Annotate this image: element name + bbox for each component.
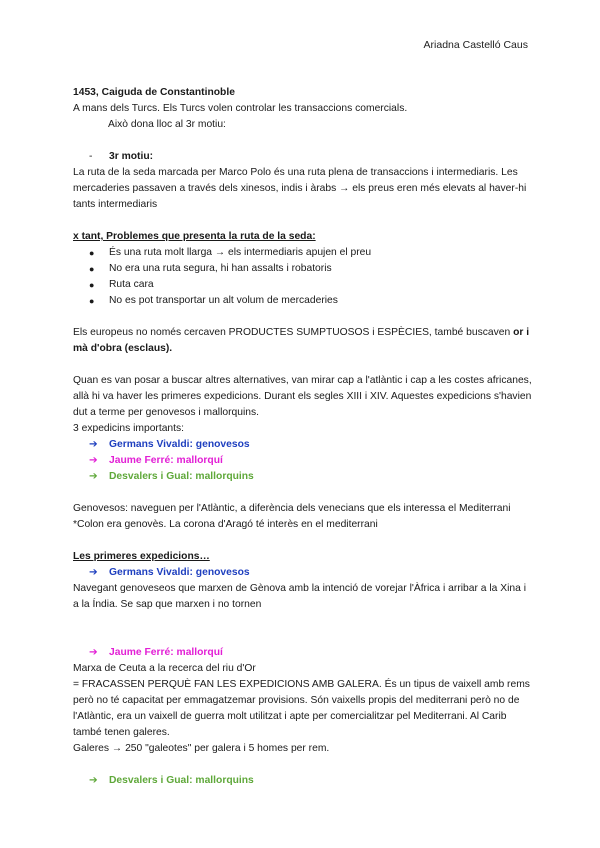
author-name: Ariadna Castelló Caus — [423, 39, 528, 51]
paragraph-ferre-galera: = FRACASSEN PERQUÈ FAN LES EXPEDICIONS AMB GALERA. És un tipus de vaixell amb rems però no té capacitat per emmagatzemar provisions. Són vaixells propis del mediterrani però no de l'Atlàntic, era un vaixell de guerra molt utilitzat i apte per comercialitzar pel Mediterrani. Al Carib també tenen galeres. — [73, 679, 530, 738]
document-body — [73, 85, 533, 789]
paragraph-silk-road: La ruta de la seda marcada per Marco Polo és una ruta plena de transaccions i intermediaris. Les mercaderies passaven a través dels xinesos, indis i àrabs → els preus eren més elevats al haver-hi tants intermediaris — [73, 167, 527, 210]
bullet-icon: ● — [89, 280, 95, 290]
heading-silk-road-problems: x tant, Problemes que presenta la ruta de la seda: — [73, 231, 316, 242]
paragraph-colon: *Colon era genovès. La corona d'Aragó té interès en el mediterrani — [73, 519, 378, 530]
heading-first-expeditions: Les primeres expedicions… — [73, 551, 210, 562]
arrow-right-icon: ➔ — [89, 455, 98, 466]
arrow-right-icon: ➔ — [89, 647, 98, 658]
arrow-right-icon: ➔ — [89, 775, 98, 786]
arrow-right-icon: ➔ — [89, 471, 98, 482]
paragraph-europeans: Els europeus no només cercaven PRODUCTES SUMPTUOSOS i ESPÈCIES, també buscaven or i mà d'obra (esclaus). — [73, 327, 530, 354]
paragraph-genovesos: Genovesos: naveguen per l'Atlàntic, a diferència dels venecians que els interessa el Mediterrani — [73, 503, 511, 514]
dash-marker: - — [89, 151, 93, 162]
expeditions-intro: 3 expedicins importants: — [73, 423, 185, 434]
arrow-right-icon: ➔ — [89, 439, 98, 450]
list-item: ● No era una ruta segura, hi han assalts i robatoris — [73, 261, 533, 277]
bullet-icon: ● — [89, 296, 95, 306]
expedition-vivaldi: ➔ Germans Vivaldi: genovesos — [73, 437, 533, 453]
paragraph-turcs: A mans dels Turcs. Els Turcs volen controlar les transaccions comercials. — [73, 103, 408, 114]
paragraph-ferre-ceuta: Marxa de Ceuta a la recerca del riu d'Or — [73, 663, 256, 674]
expedition-desvalers: ➔ Desvalers i Gual: mallorquins — [73, 469, 533, 485]
paragraph-alternatives: Quan es van posar a buscar altres alternatives, van mirar cap a l'atlàntic i cap a les costes africanes, allà hi va haver les primeres expedicions. Durant els segles XIII i XIV. Aquestes expedicions s'havien dut a terme per genovesos i mallorquins. — [73, 375, 532, 418]
bullet-icon: ● — [89, 264, 95, 274]
section-vivaldi-heading: ➔ Germans Vivaldi: genovesos — [73, 565, 533, 581]
arrow-right-icon: ➔ — [89, 567, 98, 578]
expedition-ferre: ➔ Jaume Ferré: mallorquí — [73, 453, 533, 469]
list-item: ● No es pot transportar un alt volum de mercaderies — [73, 293, 533, 309]
list-item: ● Ruta cara — [73, 277, 533, 293]
section-desvalers-heading: ➔ Desvalers i Gual: mallorquins — [73, 773, 533, 789]
third-motive-label: 3r motiu: — [109, 151, 154, 162]
paragraph-vivaldi: Navegant genoveseos que marxen de Gènova amb la intenció de vorejar l'Àfrica i arribar a la Xina i a la Índia. Se sap que marxen i no tornen — [73, 583, 526, 610]
bullet-icon: ● — [89, 248, 95, 258]
bold-gold-slaves: or i mà d'obra (esclaus). — [73, 327, 530, 354]
problems-list — [73, 245, 533, 309]
third-motive-item — [73, 149, 533, 165]
paragraph-third-motive-intro: Això dona lloc al 3r motiu: — [108, 119, 226, 130]
paragraph-galeres: Galeres → 250 "galeotes" per galera i 5 homes per rem. — [73, 743, 330, 754]
list-item: ● És una ruta molt llarga → els intermediaris apujen el preu — [73, 245, 533, 261]
heading-constantinople: 1453, Caiguda de Constantinoble — [73, 87, 235, 98]
section-ferre-heading: ➔ Jaume Ferré: mallorquí — [73, 645, 533, 661]
